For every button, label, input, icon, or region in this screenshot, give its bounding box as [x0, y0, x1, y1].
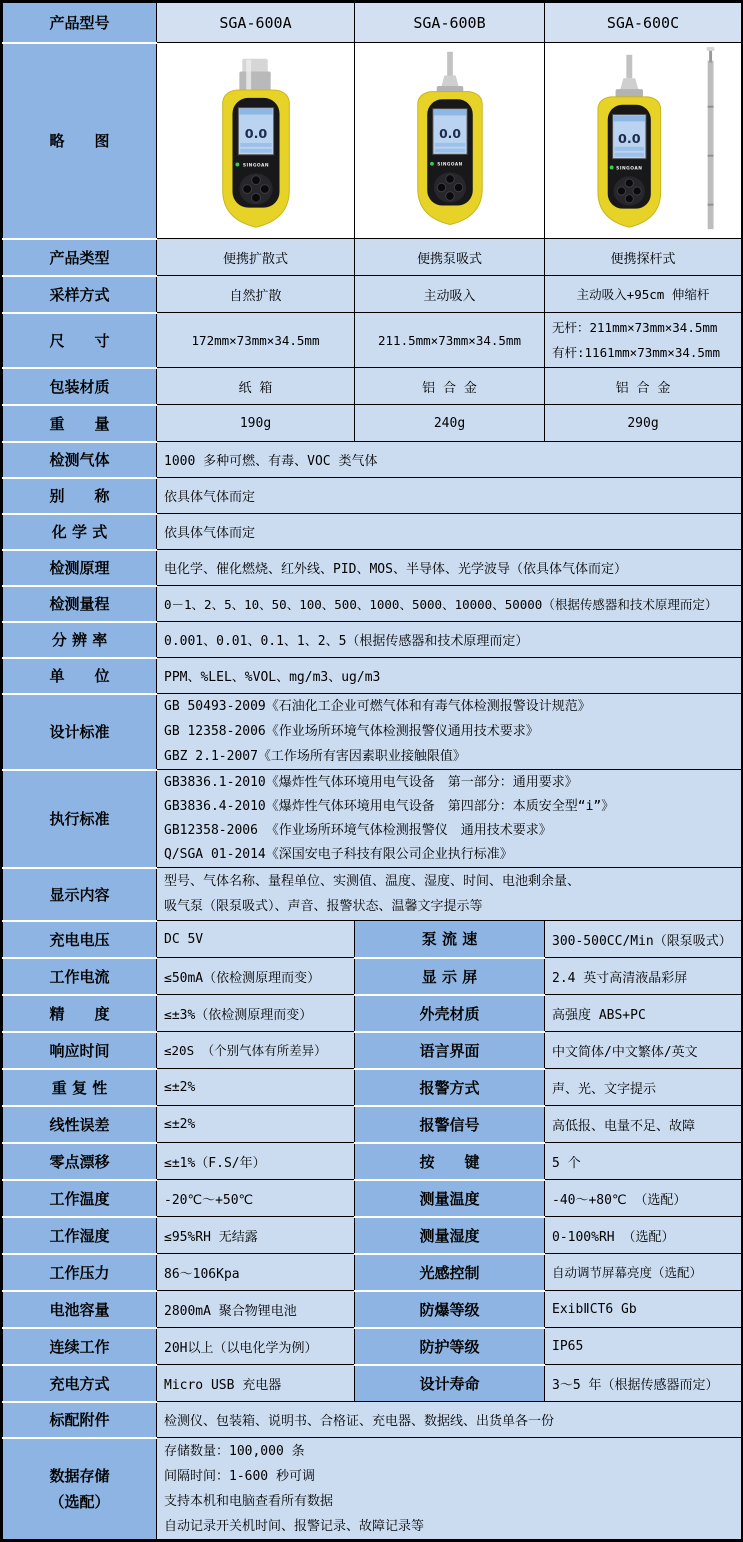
cell-weight-c: 290g	[545, 405, 742, 442]
cell-dim-a: 172mm×73mm×34.5mm	[157, 313, 355, 368]
detector-image-sga600b	[355, 43, 545, 239]
row-sampling	[3, 276, 742, 313]
cell-type-a: 便携扩散式	[157, 239, 355, 276]
spec-value: 5 个	[545, 1143, 742, 1180]
dim-c-line2: 有杆:1161mm×73mm×34.5mm	[552, 345, 720, 360]
row-product-type	[3, 239, 742, 276]
row-packaging	[3, 368, 742, 405]
brand-text: SINGOAN	[616, 165, 643, 171]
row-label: 检测原理	[3, 550, 157, 586]
row-label: 化 学 式	[3, 514, 157, 550]
cell-formula: 依具体气体而定	[157, 514, 742, 550]
spec-value: 自动调节屏幕亮度（选配）	[545, 1254, 742, 1291]
storage-line: 支持本机和电脑查看所有数据	[164, 1493, 334, 1509]
spec-label: 线性误差	[3, 1106, 157, 1143]
row-label: 单 位	[3, 658, 157, 694]
cell-sampling-b: 主动吸入	[355, 276, 545, 313]
cell-pack-c: 铝 合 金	[545, 368, 742, 405]
model-name-sga600a: SGA-600A	[157, 3, 355, 43]
cell-principle: 电化学、催化燃烧、红外线、PID、MOS、半导体、光学波导（依具体气体而定）	[157, 550, 742, 586]
spec-label: 电池容量	[3, 1291, 157, 1328]
spec-label: 精 度	[3, 995, 157, 1032]
spec-label: 防护等级	[355, 1328, 545, 1365]
spec-label: 报警信号	[355, 1106, 545, 1143]
spec-row	[3, 1254, 742, 1291]
telescopic-rod-icon	[707, 46, 715, 228]
lcd-reading: 0.0	[244, 126, 267, 142]
exec-standard-line: GB3836.4-2010《爆炸性气体环境用电气设备 第四部分：本质安全型“i”》	[164, 798, 615, 814]
spec-label: 响应时间	[3, 1032, 157, 1069]
row-label: 产品类型	[3, 239, 157, 276]
storage-label-line1: 数据存储	[49, 1466, 110, 1485]
row-accessories	[3, 1402, 742, 1438]
button-pad-icon	[433, 172, 465, 202]
spec-row	[3, 921, 742, 958]
row-weight	[3, 405, 742, 442]
cell-pack-b: 铝 合 金	[355, 368, 545, 405]
dim-c-line1: 无杆：211mm×73mm×34.5mm	[552, 320, 718, 335]
spec-value: 高强度 ABS+PC	[545, 995, 742, 1032]
row-label	[3, 1438, 157, 1540]
spec-value: 声、光、文字提示	[545, 1069, 742, 1106]
spec-value: 20H以上（以电化学为例）	[157, 1328, 355, 1365]
spec-label: 重 复 性	[3, 1069, 157, 1106]
design-standard-line: GBZ 2.1-2007《工作场所有害因素职业接触限值》	[164, 749, 466, 764]
cell-weight-b: 240g	[355, 405, 545, 442]
detector-image-sga600c	[545, 43, 742, 239]
spec-value: 3～5 年（根据传感器而定）	[545, 1365, 742, 1402]
spec-label: 测量温度	[355, 1180, 545, 1217]
display-content-line: 型号、气体名称、量程单位、实测值、温度、湿度、时间、电池剩余量、	[164, 874, 581, 889]
exec-standard-line: GB3836.1-2010《爆炸性气体环境用电气设备 第一部分：通用要求》	[164, 774, 578, 790]
row-data-storage	[3, 1438, 742, 1540]
spec-value: 中文简体/中文繁体/英文	[545, 1032, 742, 1069]
spec-label: 工作温度	[3, 1180, 157, 1217]
detector-image-sga600a	[157, 43, 355, 239]
pump-probe-icon	[436, 51, 463, 94]
model-name-sga600b: SGA-600B	[355, 3, 545, 43]
storage-line: 间隔时间：1-600 秒可调	[164, 1468, 315, 1484]
row-label: 设计标准	[3, 694, 157, 770]
cell-unit: PPM、%LEL、%VOL、mg/m3、ug/m3	[157, 658, 742, 694]
cell-exec-standards	[157, 770, 742, 868]
row-label: 别 称	[3, 478, 157, 514]
spec-label: 显 示 屏	[355, 958, 545, 995]
row-label: 检测量程	[3, 586, 157, 622]
spec-value: -20℃～+50℃	[157, 1180, 355, 1217]
spec-value: DC 5V	[157, 921, 355, 958]
sketch-label: 略 图	[3, 43, 157, 239]
spec-label: 语言界面	[355, 1032, 545, 1069]
row-formula	[3, 514, 742, 550]
cell-design-standards	[157, 694, 742, 770]
spec-value: 2800mA 聚合物锂电池	[157, 1291, 355, 1328]
row-label: 分 辨 率	[3, 622, 157, 658]
spec-value: 86～106Kpa	[157, 1254, 355, 1291]
spec-label: 测量湿度	[355, 1217, 545, 1254]
spec-label: 外壳材质	[355, 995, 545, 1032]
exec-standard-line: GB12358-2006 《作业场所环境气体检测报警仪 通用技术要求》	[164, 822, 552, 838]
spec-label: 充电电压	[3, 921, 157, 958]
row-label: 包装材质	[3, 368, 157, 405]
row-label: 检测气体	[3, 442, 157, 478]
spec-row	[3, 995, 742, 1032]
pump-probe-icon	[616, 54, 643, 97]
row-label: 重 量	[3, 405, 157, 442]
spec-label: 按 键	[355, 1143, 545, 1180]
spec-label: 充电方式	[3, 1365, 157, 1402]
spec-row	[3, 1032, 742, 1069]
spec-row	[3, 958, 742, 995]
storage-line: 存储数量：100,000 条	[164, 1443, 305, 1459]
header-row	[3, 3, 742, 43]
lcd-reading: 0.0	[438, 126, 461, 141]
spec-label: 连续工作	[3, 1328, 157, 1365]
spec-value: ≤±2%	[157, 1106, 355, 1143]
cell-dim-c	[545, 313, 742, 368]
spec-value: ≤50mA（依检测原理而变）	[157, 958, 355, 995]
spec-label: 零点漂移	[3, 1143, 157, 1180]
spec-value: 高低报、电量不足、故障	[545, 1106, 742, 1143]
spec-table	[2, 2, 742, 1540]
spec-label: 光感控制	[355, 1254, 545, 1291]
row-label: 采样方式	[3, 276, 157, 313]
cell-dim-b: 211.5mm×73mm×34.5mm	[355, 313, 545, 368]
cell-data-storage	[157, 1438, 742, 1540]
spec-label: 设计寿命	[355, 1365, 545, 1402]
spec-value: ≤±1%（F.S/年）	[157, 1143, 355, 1180]
button-pad-icon	[239, 173, 272, 204]
spec-label: 报警方式	[355, 1069, 545, 1106]
row-design-standards	[3, 694, 742, 770]
spec-row	[3, 1365, 742, 1402]
cell-display-content	[157, 868, 742, 921]
row-alias	[3, 478, 742, 514]
row-exec-standards	[3, 770, 742, 868]
brand-text: SINGOAN	[436, 162, 463, 168]
row-display-content	[3, 868, 742, 921]
row-label: 显示内容	[3, 868, 157, 921]
row-unit	[3, 658, 742, 694]
spec-label: 工作压力	[3, 1254, 157, 1291]
diffusion-cap-icon	[239, 58, 270, 91]
row-label: 执行标准	[3, 770, 157, 868]
brand-text: SINGOAN	[242, 162, 269, 168]
spec-value: 2.4 英寸高清液晶彩屏	[545, 958, 742, 995]
exec-standard-line: Q/SGA 01-2014《深国安电子科技有限公司企业执行标准》	[164, 846, 513, 862]
design-standard-line: GB 12358-2006《作业场所环境气体检测报警仪通用技术要求》	[164, 724, 539, 739]
row-resolution	[3, 622, 742, 658]
cell-gases: 1000 多种可燃、有毒、VOC 类气体	[157, 442, 742, 478]
model-name-sga600c: SGA-600C	[545, 3, 742, 43]
cell-sampling-c: 主动吸入+95cm 伸缩杆	[545, 276, 742, 313]
display-content-line: 吸气泵（限泵吸式）、声音、报警状态、温馨文字提示等	[164, 899, 483, 914]
row-principle	[3, 550, 742, 586]
spec-row	[3, 1217, 742, 1254]
spec-label: 工作湿度	[3, 1217, 157, 1254]
lcd-reading: 0.0	[618, 131, 641, 147]
header-label: 产品型号	[3, 3, 157, 43]
spec-row	[3, 1069, 742, 1106]
row-dimensions	[3, 313, 742, 368]
spec-row	[3, 1291, 742, 1328]
row-label: 标配附件	[3, 1402, 157, 1438]
spec-label: 工作电流	[3, 958, 157, 995]
sketch-row	[3, 43, 742, 239]
spec-value: Micro USB 充电器	[157, 1365, 355, 1402]
spec-value: ExibⅡCT6 Gb	[545, 1291, 742, 1328]
row-label: 尺 寸	[3, 313, 157, 368]
cell-range: 0－1、2、5、10、50、100、500、1000、5000、10000、50000（根据传感器和技术原理而定）	[157, 586, 742, 622]
spec-label: 泵 流 速	[355, 921, 545, 958]
storage-line: 自动记录开关机时间、报警记录、故障记录等	[164, 1518, 425, 1534]
cell-type-c: 便携探杆式	[545, 239, 742, 276]
spec-row	[3, 1328, 742, 1365]
cell-pack-a: 纸 箱	[157, 368, 355, 405]
spec-value: 0-100%RH （选配）	[545, 1217, 742, 1254]
button-pad-icon	[614, 176, 645, 205]
spec-value: ≤20S （个别气体有所差异）	[157, 1032, 355, 1069]
row-range	[3, 586, 742, 622]
spec-row	[3, 1106, 742, 1143]
cell-weight-a: 190g	[157, 405, 355, 442]
design-standard-line: GB 50493-2009《石油化工企业可燃气体和有毒气体检测报警设计规范》	[164, 699, 591, 714]
cell-accessories: 检测仪、包装箱、说明书、合格证、充电器、数据线、出货单各一份	[157, 1402, 742, 1438]
spec-value: -40～+80℃ （选配）	[545, 1180, 742, 1217]
cell-resolution: 0.001、0.01、0.1、1、2、5（根据传感器和技术原理而定）	[157, 622, 742, 658]
spec-row	[3, 1180, 742, 1217]
spec-value: ≤±3%（依检测原理而变）	[157, 995, 355, 1032]
spec-label: 防爆等级	[355, 1291, 545, 1328]
spec-row	[3, 1143, 742, 1180]
spec-value: IP65	[545, 1328, 742, 1365]
storage-label-line2: （选配）	[49, 1492, 110, 1511]
cell-alias: 依具体气体而定	[157, 478, 742, 514]
spec-value: 300-500CC/Min（限泵吸式）	[545, 921, 742, 958]
cell-sampling-a: 自然扩散	[157, 276, 355, 313]
row-gases	[3, 442, 742, 478]
spec-value: ≤±2%	[157, 1069, 355, 1106]
spec-value: ≤95%RH 无结露	[157, 1217, 355, 1254]
cell-type-b: 便携泵吸式	[355, 239, 545, 276]
